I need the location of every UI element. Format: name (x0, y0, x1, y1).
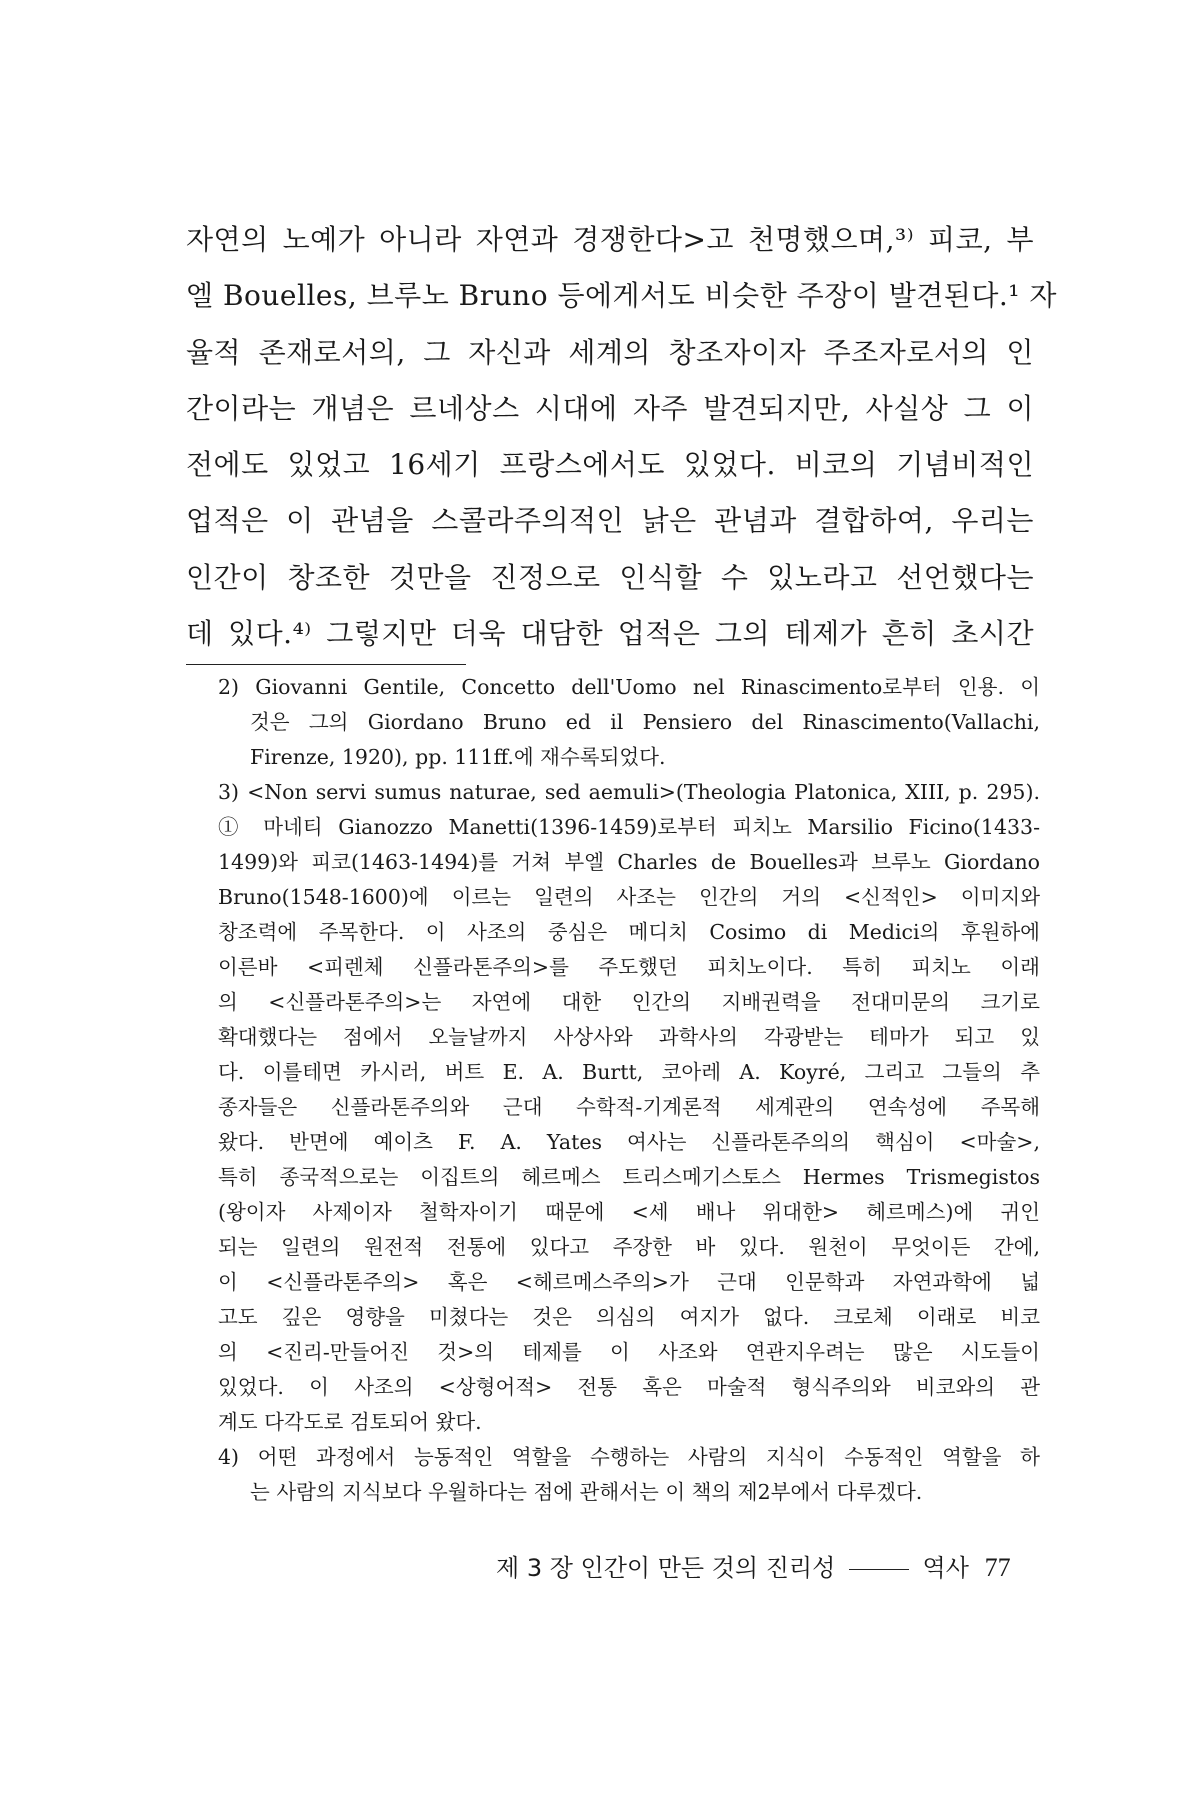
footnote-line: 것은 그의 Giordano Bruno ed il Pensiero del Rinascimento(Vallachi, (250, 710, 1040, 734)
footnote-line: (왕이자 사제이자 철학자이기 때문에 <세 배나 위대한> 헤르메스)에 귀인 (218, 1200, 1040, 1224)
footnote-line: 계도 다각도로 검토되어 왔다. (218, 1410, 482, 1434)
footnote-line: 의 <진리-만들어진 것>의 테제를 이 사조와 연관지우려는 많은 시도들이 (218, 1340, 1040, 1364)
body-line: 업적은 이 관념을 스콜라주의적인 낡은 관념과 결합하여, 우리는 (186, 504, 1034, 538)
footnote-line: 고도 깊은 영향을 미쳤다는 것은 의심의 여지가 없다. 크로체 이래로 비코 (218, 1305, 1040, 1329)
main-body-text (186, 212, 1057, 662)
body-line: 전에도 있었고 16세기 프랑스에서도 있었다. 비코의 기념비적인 (186, 448, 1034, 482)
running-footer (496, 1552, 1016, 1584)
body-line: 인간이 창조한 것만을 진정으로 인식할 수 있노라고 선언했다는 (186, 560, 1034, 594)
footnote-line: 이른바 <피렌체 신플라톤주의>를 주도했던 피치노이다. 특히 피치노 이래 (218, 955, 1040, 979)
body-line: 데 있다.⁴⁾ 그렇지만 더욱 대담한 업적은 그의 테제가 흔히 초시간 (186, 617, 1034, 651)
footnote-line: ① 마네티 Gianozzo Manetti(1396-1459)로부터 피치노 Marsilio Ficino(1433- (218, 815, 1040, 839)
body-line: 간이라는 개념은 르네상스 시대에 자주 발견되지만, 사실상 그 이 (186, 391, 1034, 425)
footnote-line: 3) <Non servi sumus naturae, sed aemuli>(Theologia Platonica, XIII, p. 295). (218, 780, 1040, 804)
footnote-line: 2) Giovanni Gentile, Concetto dell'Uomo nel Rinascimento로부터 인용. 이 (218, 675, 1040, 699)
footnote-line: 특히 종국적으로는 이집트의 헤르메스 트리스메기스토스 Hermes Trismegistos (218, 1165, 1040, 1189)
footnote-line: 는 사람의 지식보다 우월하다는 점에 관해서는 이 책의 제2부에서 다루겠다. (250, 1480, 923, 1504)
section-title: 역사 (922, 1554, 969, 1582)
footnote-line: 4) 어떤 과정에서 능동적인 역할을 수행하는 사람의 지식이 수동적인 역할을 하 (218, 1445, 1040, 1469)
footnote-divider (186, 664, 466, 665)
footnote-line: 종자들은 신플라톤주의와 근대 수학적-기계론적 세계관의 연속성에 주목해 (218, 1095, 1040, 1119)
footnote-line: 되는 일련의 원전적 전통에 있다고 주장한 바 있다. 원천이 무엇이든 간에, (218, 1235, 1040, 1259)
footnote-line: 다. 이를테면 카시러, 버트 E. A. Burtt, 코아레 A. Koyré, 그리고 그들의 추 (218, 1060, 1040, 1084)
footnote-line: 1499)와 피코(1463-1494)를 거쳐 부엘 Charles de Bouelles과 브루노 Giordano (218, 850, 1040, 874)
footnotes (218, 670, 1040, 1510)
footnote-line: 의 <신플라톤주의>는 자연에 대한 인간의 지배권력을 전대미문의 크기로 (218, 990, 1040, 1014)
footnote-line: Bruno(1548-1600)에 이르는 일련의 사조는 인간의 거의 <신적인> 이미지와 (218, 885, 1040, 909)
body-line: 자연의 노예가 아니라 자연과 경쟁한다>고 천명했으며,³⁾ 피코, 부 (186, 223, 1034, 256)
footnote-line: 왔다. 반면에 예이츠 F. A. Yates 여사는 신플라톤주의의 핵심이 <마술>, (218, 1130, 1040, 1154)
footnote-line: 확대했다는 점에서 오늘날까지 사상사와 과학사의 각광받는 테마가 되고 있 (218, 1025, 1040, 1049)
em-dash-rule (849, 1569, 909, 1570)
footnote-line: 있었다. 이 사조의 <상형어적> 전통 혹은 마술적 형식주의와 비코와의 관 (218, 1375, 1040, 1399)
chapter-title: 제 3 장 인간이 만든 것의 진리성 (496, 1554, 836, 1582)
body-line: 율적 존재로서의, 그 자신과 세계의 창조자이자 주조자로서의 인 (186, 335, 1034, 369)
footnote-line: 이 <신플라톤주의> 혹은 <헤르메스주의>가 근대 인문학과 자연과학에 넓 (218, 1270, 1040, 1294)
footnote-line: 창조력에 주목한다. 이 사조의 중심은 메디치 Cosimo di Medici의 후원하에 (218, 920, 1040, 944)
body-line: 엘 Bouelles, 브루노 Bruno 등에게서도 비슷한 주장이 발견된다.¹ 자 (186, 279, 1057, 313)
page-number: 77 (984, 1553, 1011, 1582)
footnote-line: Firenze, 1920), pp. 111ff.에 재수록되었다. (250, 745, 666, 769)
